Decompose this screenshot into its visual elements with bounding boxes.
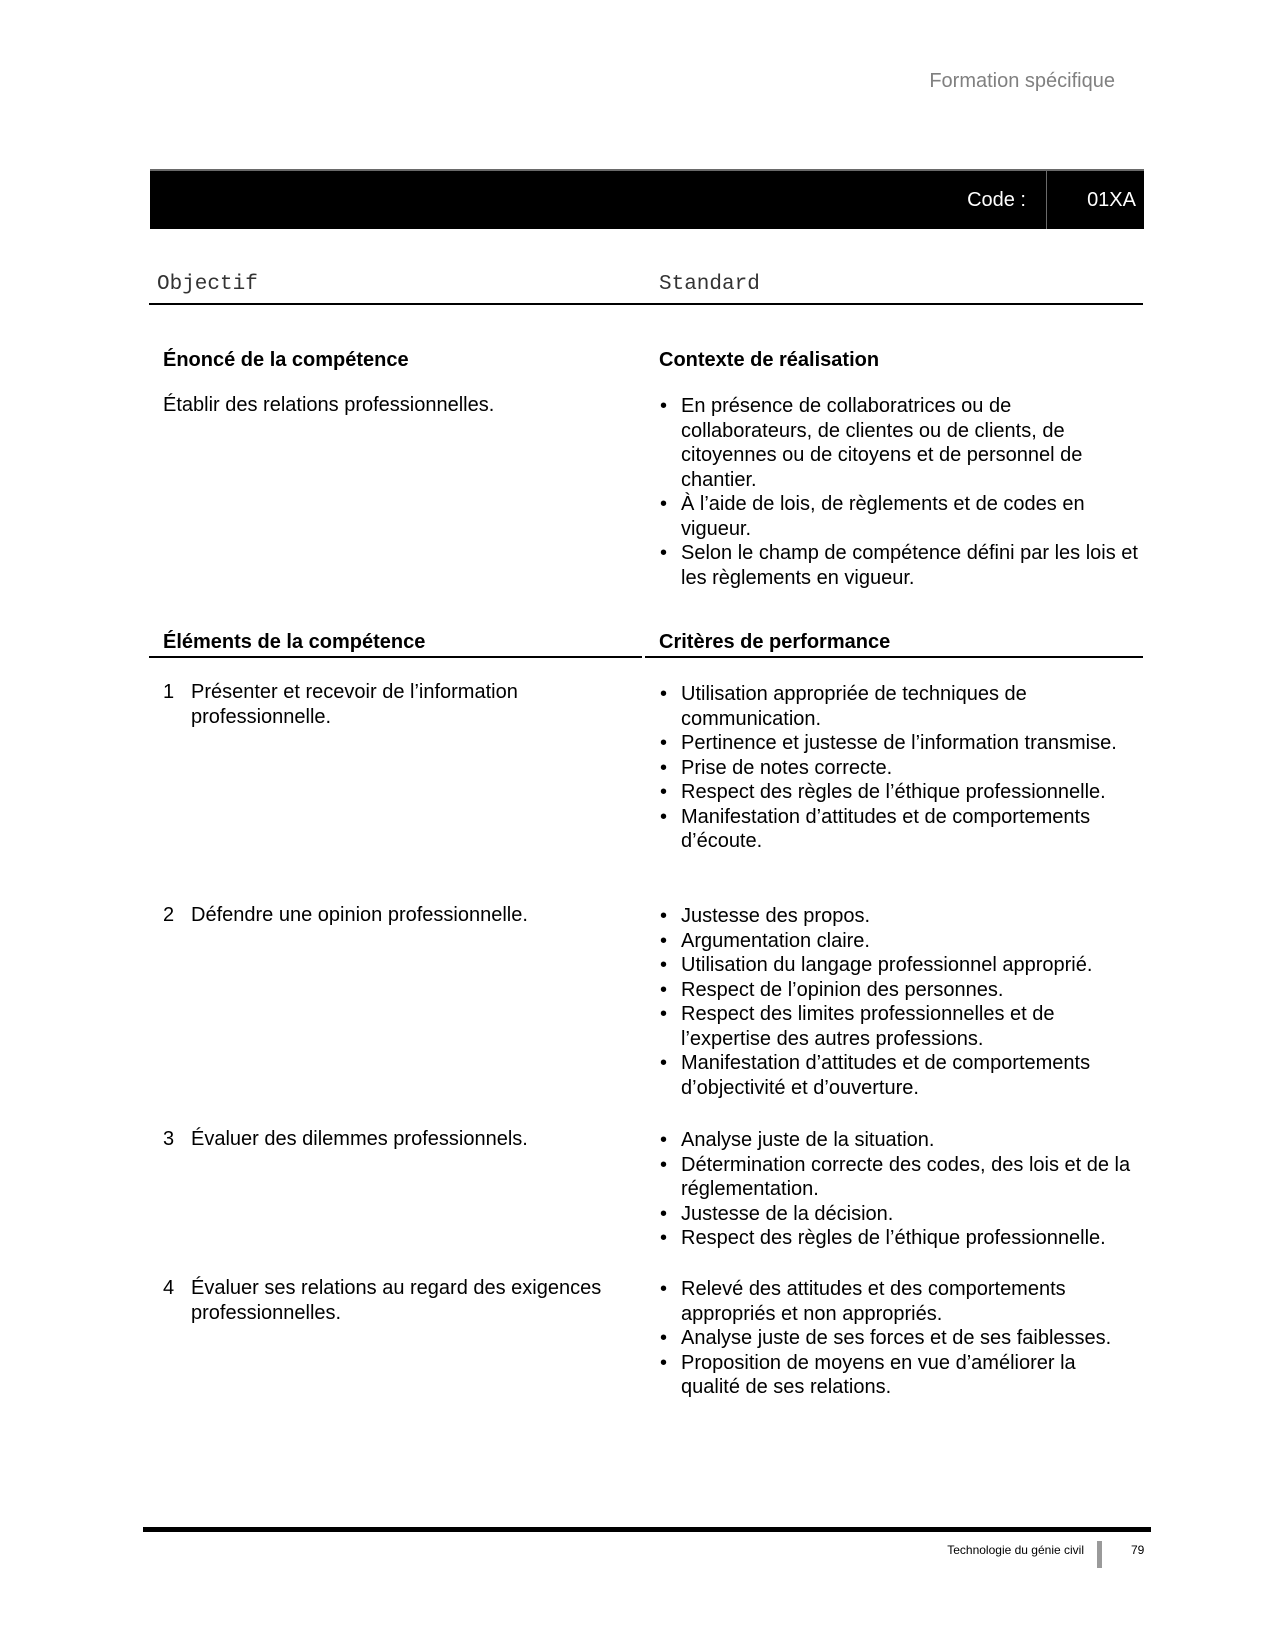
element-number: 3 bbox=[163, 1128, 175, 1150]
critere-item: • Détermination correcte des codes, des lois et de la réglementation. bbox=[659, 1153, 1139, 1202]
critere-item: • Utilisation du langage professionnel approprié. bbox=[659, 953, 1139, 978]
element-text: Défendre une opinion professionnelle. bbox=[191, 904, 528, 926]
page-number: 79 bbox=[1131, 1543, 1145, 1557]
column-header-objectif: Objectif bbox=[157, 273, 258, 296]
critere-item: • Analyse juste de la situation. bbox=[659, 1128, 1139, 1153]
critere-item: • Argumentation claire. bbox=[659, 929, 1139, 954]
critere-item: • Justesse de la décision. bbox=[659, 1202, 1139, 1227]
elements-rule bbox=[149, 656, 642, 658]
critere-item: • Pertinence et justesse de l’information transmise. bbox=[659, 731, 1139, 756]
footer-title: Technologie du génie civil bbox=[947, 1543, 1084, 1557]
code-value: 01XA bbox=[1087, 189, 1136, 211]
criteres-list-2 bbox=[659, 904, 1139, 1100]
element-text: Évaluer des dilemmes professionnels. bbox=[191, 1128, 528, 1150]
contexte-item: • Selon le champ de compétence défini par les lois et les règlements en vigueur. bbox=[659, 541, 1139, 590]
element-number: 1 bbox=[163, 681, 175, 703]
element-text: Évaluer ses relations au regard des exigences professionnelles. bbox=[191, 1277, 602, 1324]
critere-item: • Respect des règles de l’éthique professionnelle. bbox=[659, 1226, 1139, 1251]
element-number: 2 bbox=[163, 904, 175, 926]
footer-rule bbox=[143, 1527, 1151, 1532]
contexte-list bbox=[659, 394, 1139, 590]
criteres-heading: Critères de performance bbox=[659, 631, 891, 653]
element-text: Présenter et recevoir de l’information professionnelle. bbox=[191, 681, 518, 728]
contexte-heading: Contexte de réalisation bbox=[659, 349, 880, 371]
elements-heading: Éléments de la compétence bbox=[163, 631, 426, 653]
critere-item: • Manifestation d’attitudes et de comportements d’écoute. bbox=[659, 805, 1139, 854]
critere-item: • Respect des règles de l’éthique professionnelle. bbox=[659, 780, 1139, 805]
column-header-standard: Standard bbox=[659, 273, 760, 296]
critere-item: • Justesse des propos. bbox=[659, 904, 1139, 929]
criteres-list-1 bbox=[659, 682, 1139, 854]
enonce-heading: Énoncé de la compétence bbox=[163, 349, 409, 371]
element-number: 4 bbox=[163, 1277, 175, 1299]
critere-item: • Manifestation d’attitudes et de comportements d’objectivité et d’ouverture. bbox=[659, 1051, 1139, 1100]
code-divider bbox=[1046, 171, 1047, 229]
critere-item: • Prise de notes correcte. bbox=[659, 756, 1139, 781]
enonce-text: Établir des relations professionnelles. bbox=[163, 394, 495, 416]
running-head: Formation spécifique bbox=[929, 70, 1115, 92]
critere-item: • Analyse juste de ses forces et de ses faiblesses. bbox=[659, 1326, 1139, 1351]
critere-item: • Utilisation appropriée de techniques de communication. bbox=[659, 682, 1139, 731]
footer-separator bbox=[1097, 1541, 1102, 1568]
criteres-list-4 bbox=[659, 1277, 1139, 1400]
code-bar bbox=[150, 169, 1144, 229]
critere-item: • Proposition de moyens en vue d’améliorer la qualité de ses relations. bbox=[659, 1351, 1139, 1400]
column-header-rule bbox=[149, 303, 1143, 305]
critere-item: • Respect de l’opinion des personnes. bbox=[659, 978, 1139, 1003]
contexte-item: • En présence de collaboratrices ou de collaborateurs, de clientes ou de clients, de citoyennes ou de citoyens et de personnel de chantier. bbox=[659, 394, 1139, 492]
code-label: Code : bbox=[967, 189, 1026, 211]
criteres-rule bbox=[645, 656, 1143, 658]
critere-item: • Relevé des attitudes et des comportements appropriés et non appropriés. bbox=[659, 1277, 1139, 1326]
contexte-item: • À l’aide de lois, de règlements et de codes en vigueur. bbox=[659, 492, 1139, 541]
critere-item: • Respect des limites professionnelles et de l’expertise des autres professions. bbox=[659, 1002, 1139, 1051]
criteres-list-3 bbox=[659, 1128, 1139, 1251]
